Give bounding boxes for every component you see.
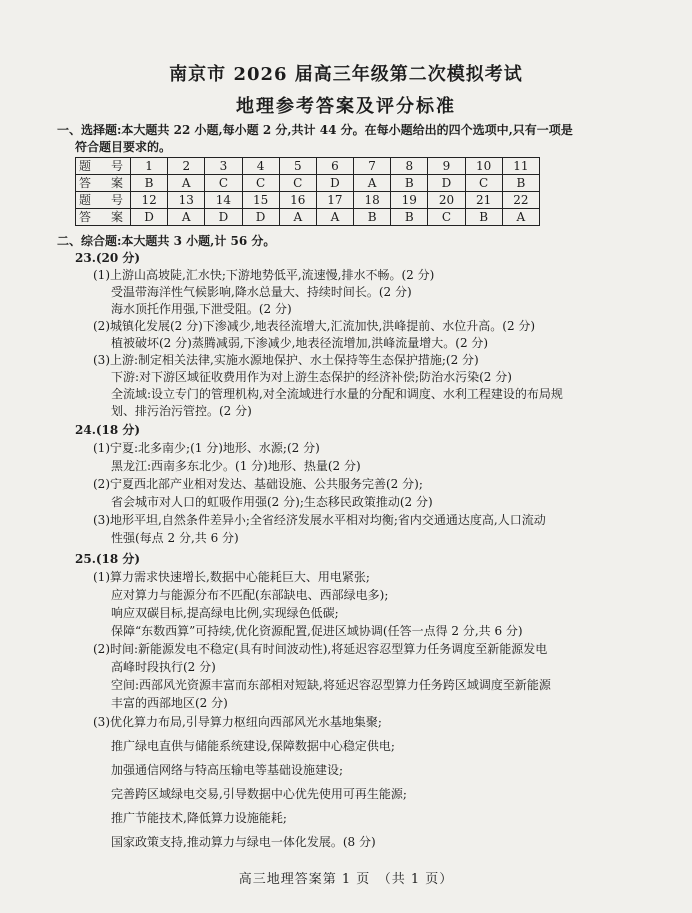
answer-table-cell: D <box>205 209 242 226</box>
answer-table-cell: 11 <box>502 158 539 175</box>
q25-answer-line: 保障“东数西算”可持续,优化资源配置,促进区域协调(任答一点得 2 分,共 6 分) <box>111 624 523 638</box>
q24-answer-line: (3)地形平坦,自然条件差异小;全省经济发展水平相对均衡;省内交通通达度高,人口流动 <box>93 513 546 527</box>
answer-table-row <box>76 209 540 226</box>
answer-table-cell: 1 <box>131 158 168 175</box>
answer-table-cell: B <box>391 175 428 192</box>
q25-answer-line: 高峰时段执行(2 分) <box>111 660 216 674</box>
answer-table-cell: A <box>316 209 353 226</box>
answer-table-cell: C <box>205 175 242 192</box>
answer-table-cell: A <box>279 209 316 226</box>
answer-table-row <box>76 158 540 175</box>
section1-heading-cont: 符合题目要求的。 <box>75 140 172 154</box>
q25-answer-line: 完善跨区域绿电交易,引导数据中心优先使用可再生能源; <box>111 787 407 801</box>
q24-answer-line: (1)宁夏:北多南少;(1 分)地形、水源;(2 分) <box>93 441 320 455</box>
answer-table-cell: 6 <box>316 158 353 175</box>
q23-answer-line: 下游:对下游区域征收费用作为对上游生态保护的经济补偿;防治水污染(2 分) <box>111 370 512 384</box>
answer-table-cell: C <box>279 175 316 192</box>
answer-table-cell: B <box>465 209 502 226</box>
answer-table-cell: 14 <box>205 192 242 209</box>
answer-table-cell: C <box>465 175 502 192</box>
section2-heading: 二、综合题:本大题共 3 小题,计 56 分。 <box>57 234 276 248</box>
answer-table-cell: 3 <box>205 158 242 175</box>
answer-table-header-cell: 答 案 <box>76 209 131 226</box>
q23-answer-line: 划、排污治污管控。(2 分) <box>111 404 252 418</box>
q23-heading: 23.(20 分) <box>75 251 141 265</box>
q24-answer-line: (2)宁夏西北部产业相对发达、基础设施、公共服务完善(2 分); <box>93 477 423 491</box>
answer-table-cell: A <box>354 175 391 192</box>
q24-answer-line: 黑龙江:西南多东北少。(1 分)地形、热量(2 分) <box>111 459 361 473</box>
q25-answer-line: 推广节能技术,降低算力设施能耗; <box>111 811 287 825</box>
q23-answer-line: 受温带海洋性气候影响,降水总量大、持续时间长。(2 分) <box>111 285 412 299</box>
answer-table-cell: B <box>131 175 168 192</box>
q23-answer-line: (1)上游山高坡陡,汇水快;下游地势低平,流速慢,排水不畅。(2 分) <box>93 268 435 282</box>
answer-table-cell: 20 <box>428 192 465 209</box>
q24-heading: 24.(18 分) <box>75 423 141 437</box>
q23-answer-line: (3)上游:制定相关法律,实施水源地保护、水土保持等生态保护措施;(2 分) <box>93 353 479 367</box>
answer-table-cell: A <box>168 209 205 226</box>
answer-table-row <box>76 175 540 192</box>
q25-answer-line: 丰富的西部地区(2 分) <box>111 696 228 710</box>
page-footer: 高三地理答案第 1 页 （共 1 页） <box>238 872 454 887</box>
answer-table-cell: 5 <box>279 158 316 175</box>
answer-table-cell: 9 <box>428 158 465 175</box>
answer-table-cell: 7 <box>354 158 391 175</box>
answer-table-cell: 10 <box>465 158 502 175</box>
answer-table-cell: B <box>354 209 391 226</box>
q25-answer-line: 响应双碳目标,提高绿电比例,实现绿色低碳; <box>111 606 339 620</box>
answer-table-cell: 16 <box>279 192 316 209</box>
answer-table-cell: 12 <box>131 192 168 209</box>
q25-answer-line: 国家政策支持,推动算力与绿电一体化发展。(8 分) <box>111 835 376 849</box>
answer-table-cell: B <box>391 209 428 226</box>
answer-table-cell: 18 <box>354 192 391 209</box>
answer-table-cell: C <box>242 175 279 192</box>
q25-answer-line: 加强通信网络与特高压输电等基础设施建设; <box>111 763 344 777</box>
section1-heading: 一、选择题:本大题共 22 小题,每小题 2 分,共计 44 分。在每小题给出的四个选项中,只有一项是 <box>57 123 573 137</box>
q25-answer-line: 推广绿电直供与储能系统建设,保障数据中心稳定供电; <box>111 739 395 753</box>
answer-table-cell: B <box>502 175 539 192</box>
answer-table-cell: D <box>316 175 353 192</box>
answer-table-cell: 19 <box>391 192 428 209</box>
q25-answer-line: (3)优化算力布局,引导算力枢纽向西部风光水基地集聚; <box>93 715 382 729</box>
exam-title: 南京市 2026 届高三年级第二次模拟考试 <box>169 64 523 85</box>
q25-answer-line: 空间:西部风光资源丰富而东部相对短缺,将延迟容忍型算力任务跨区域调度至新能源 <box>111 678 551 692</box>
q25-heading: 25.(18 分) <box>75 552 141 566</box>
answer-table-cell: 2 <box>168 158 205 175</box>
q25-answer-line: (2)时间:新能源发电不稳定(具有时间波动性),将延迟容忍型算力任务调度至新能源发电 <box>93 642 548 656</box>
answer-table-cell: 22 <box>502 192 539 209</box>
answer-table-cell: 15 <box>242 192 279 209</box>
q23-answer-line: (2)城镇化发展(2 分)下渗减少,地表径流增大,汇流加快,洪峰提前、水位升高。(2 分) <box>93 319 536 333</box>
q23-answer-line: 全流域:设立专门的管理机构,对全流域进行水量的分配和调度、水利工程建设的布局规 <box>111 387 563 401</box>
answer-table <box>75 157 540 226</box>
answer-table-row <box>76 192 540 209</box>
q23-answer-line: 海水顶托作用强,下泄受阻。(2 分) <box>111 302 292 316</box>
answer-table-cell: 4 <box>242 158 279 175</box>
answer-table-cell: 8 <box>391 158 428 175</box>
q25-answer-line: (1)算力需求快速增长,数据中心能耗巨大、用电紧张; <box>93 570 370 584</box>
q24-answer-line: 省会城市对人口的虹吸作用强(2 分);生态移民政策推动(2 分) <box>111 495 433 509</box>
q25-answer-line: 应对算力与能源分布不匹配(东部缺电、西部绿电多); <box>111 588 389 602</box>
q23-answer-line: 植被破坏(2 分)蒸腾减弱,下渗减少,地表径流增加,洪峰流量增大。(2 分) <box>111 336 489 350</box>
q24-answer-line: 性强(每点 2 分,共 6 分) <box>111 531 239 545</box>
answer-table-cell: 13 <box>168 192 205 209</box>
answer-table-cell: D <box>428 175 465 192</box>
answer-table-cell: 17 <box>316 192 353 209</box>
answer-table-cell: 21 <box>465 192 502 209</box>
exam-subtitle: 地理参考答案及评分标准 <box>236 96 456 117</box>
answer-table-header-cell: 题 号 <box>76 192 131 209</box>
answer-table-cell: C <box>428 209 465 226</box>
answer-table-header-cell: 题 号 <box>76 158 131 175</box>
answer-table-header-cell: 答 案 <box>76 175 131 192</box>
answer-table-cell: A <box>502 209 539 226</box>
answer-table-cell: A <box>168 175 205 192</box>
answer-table-cell: D <box>242 209 279 226</box>
answer-table-cell: D <box>131 209 168 226</box>
